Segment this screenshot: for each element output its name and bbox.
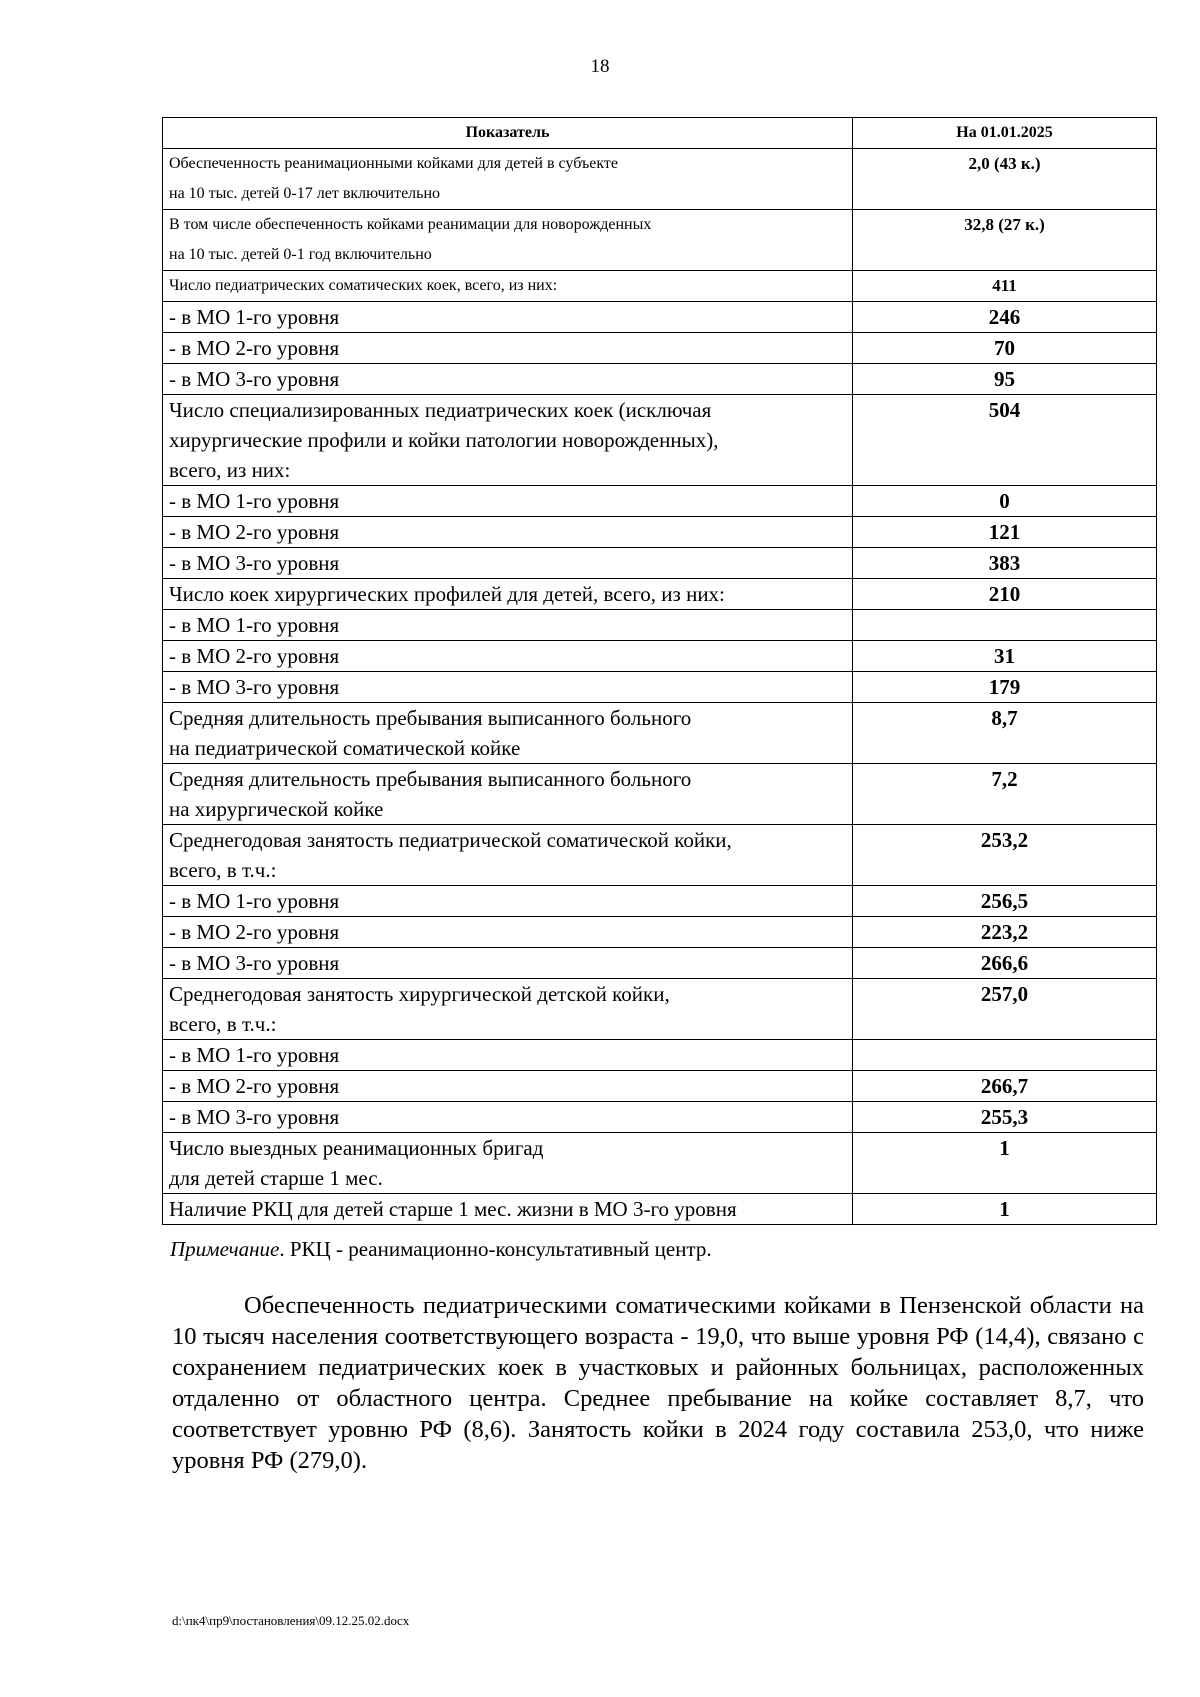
row-value: 31 [853, 641, 1157, 672]
row-indicator-label: - в МО 3-го уровня [163, 948, 853, 979]
table-row [163, 886, 1157, 917]
row-value: 7,2 [853, 764, 1157, 825]
table-header-row [163, 118, 1157, 149]
table-row [163, 548, 1157, 579]
row-value: 266,7 [853, 1071, 1157, 1102]
table-row [163, 917, 1157, 948]
row-value: 246 [853, 302, 1157, 333]
row-value: 179 [853, 672, 1157, 703]
body-paragraph: Обеспеченность педиатрическими соматическими койками в Пензенской области на 10 тысяч населения соответствующего возраста - 19,0, что выше уровня РФ (14,4), связано с сохранением педиатрических коек в участковых и районных больницах, расположенных отдаленно от областного центра. Среднее пребывание на койке составляет 8,7, что соответствует уровню РФ (8,6). Занятость койки в 2024 году составила 253,0, что ниже уровня РФ (279,0). [172, 1292, 1144, 1474]
row-indicator-label: - в МО 3-го уровня [163, 1102, 853, 1133]
row-indicator-label: Наличие РКЦ для детей старше 1 мес. жизни в МО 3-го уровня [163, 1194, 853, 1225]
table-body [163, 149, 1157, 1225]
row-indicator-label: - в МО 1-го уровня [163, 302, 853, 333]
row-indicator-label: Средняя длительность пребывания выписанного больного на хирургической койке [163, 764, 853, 825]
row-value: 255,3 [853, 1102, 1157, 1133]
table-row [163, 149, 1157, 210]
row-value [853, 610, 1157, 641]
table-row [163, 948, 1157, 979]
column-header-indicator: Показатель [163, 118, 853, 149]
row-value: 253,2 [853, 825, 1157, 886]
row-indicator-label: - в МО 3-го уровня [163, 548, 853, 579]
row-value: 8,7 [853, 703, 1157, 764]
row-indicator-label: В том числе обеспеченность койками реанимации для новорожденных на 10 тыс. детей 0-1 год включительно [163, 210, 853, 271]
row-value: 0 [853, 486, 1157, 517]
row-indicator-label: - в МО 1-го уровня [163, 486, 853, 517]
table-row [163, 486, 1157, 517]
table-row [163, 641, 1157, 672]
table-row [163, 825, 1157, 886]
row-indicator-label: - в МО 2-го уровня [163, 1071, 853, 1102]
row-value: 1 [853, 1133, 1157, 1194]
page-number: 18 [590, 56, 610, 77]
row-value: 70 [853, 333, 1157, 364]
table-row [163, 1040, 1157, 1071]
row-value: 266,6 [853, 948, 1157, 979]
table-row [163, 517, 1157, 548]
row-indicator-label: - в МО 1-го уровня [163, 610, 853, 641]
table-note [170, 1237, 712, 1262]
row-value: 32,8 (27 к.) [853, 210, 1157, 271]
row-value [853, 1040, 1157, 1071]
row-indicator-label: Число выездных реанимационных бригад для детей старше 1 мес. [163, 1133, 853, 1194]
table-row [163, 764, 1157, 825]
row-indicator-label: Среднегодовая занятость педиатрической соматической койки, всего, в т.ч.: [163, 825, 853, 886]
row-indicator-label: Число педиатрических соматических коек, всего, из них: [163, 271, 853, 302]
table-row [163, 1194, 1157, 1225]
row-indicator-label: - в МО 2-го уровня [163, 641, 853, 672]
table-row [163, 703, 1157, 764]
table-row [163, 1102, 1157, 1133]
row-value: 210 [853, 579, 1157, 610]
row-value: 121 [853, 517, 1157, 548]
row-indicator-label: Число специализированных педиатрических коек (исключая хирургические профили и койки патологии новорожденных), всего, из них: [163, 395, 853, 486]
table-row [163, 1071, 1157, 1102]
row-value: 95 [853, 364, 1157, 395]
row-indicator-label: Число коек хирургических профилей для детей, всего, из них: [163, 579, 853, 610]
row-value: 2,0 (43 к.) [853, 149, 1157, 210]
file-path-footer: d:\пк4\пр9\постановления\09.12.25.02.docx [172, 1613, 410, 1628]
row-indicator-label: - в МО 2-го уровня [163, 917, 853, 948]
row-value: 256,5 [853, 886, 1157, 917]
table-row [163, 610, 1157, 641]
row-value: 1 [853, 1194, 1157, 1225]
row-indicator-label: - в МО 2-го уровня [163, 333, 853, 364]
indicators-table [162, 117, 1157, 1225]
row-value: 223,2 [853, 917, 1157, 948]
table-row [163, 364, 1157, 395]
table-row [163, 979, 1157, 1040]
table-row [163, 271, 1157, 302]
row-value: 504 [853, 395, 1157, 486]
row-value: 411 [853, 271, 1157, 302]
table-row [163, 1133, 1157, 1194]
column-header-date: На 01.01.2025 [853, 118, 1157, 149]
table-row [163, 672, 1157, 703]
row-indicator-label: - в МО 1-го уровня [163, 886, 853, 917]
row-indicator-label: Средняя длительность пребывания выписанного больного на педиатрической соматической койке [163, 703, 853, 764]
row-indicator-label: - в МО 3-го уровня [163, 672, 853, 703]
note-prefix: Примечание [170, 1237, 280, 1261]
row-indicator-label: Среднегодовая занятость хирургической детской койки, всего, в т.ч.: [163, 979, 853, 1040]
row-indicator-label: - в МО 1-го уровня [163, 1040, 853, 1071]
row-value: 257,0 [853, 979, 1157, 1040]
row-indicator-label: Обеспеченность реанимационными койками для детей в субъекте на 10 тыс. детей 0-17 лет включительно [163, 149, 853, 210]
note-text: . РКЦ - реанимационно-консультативный центр. [279, 1237, 712, 1261]
row-indicator-label: - в МО 2-го уровня [163, 517, 853, 548]
table-row [163, 302, 1157, 333]
row-value: 383 [853, 548, 1157, 579]
table-row [163, 395, 1157, 486]
table-row [163, 333, 1157, 364]
row-indicator-label: - в МО 3-го уровня [163, 364, 853, 395]
table-row [163, 579, 1157, 610]
table-row [163, 210, 1157, 271]
